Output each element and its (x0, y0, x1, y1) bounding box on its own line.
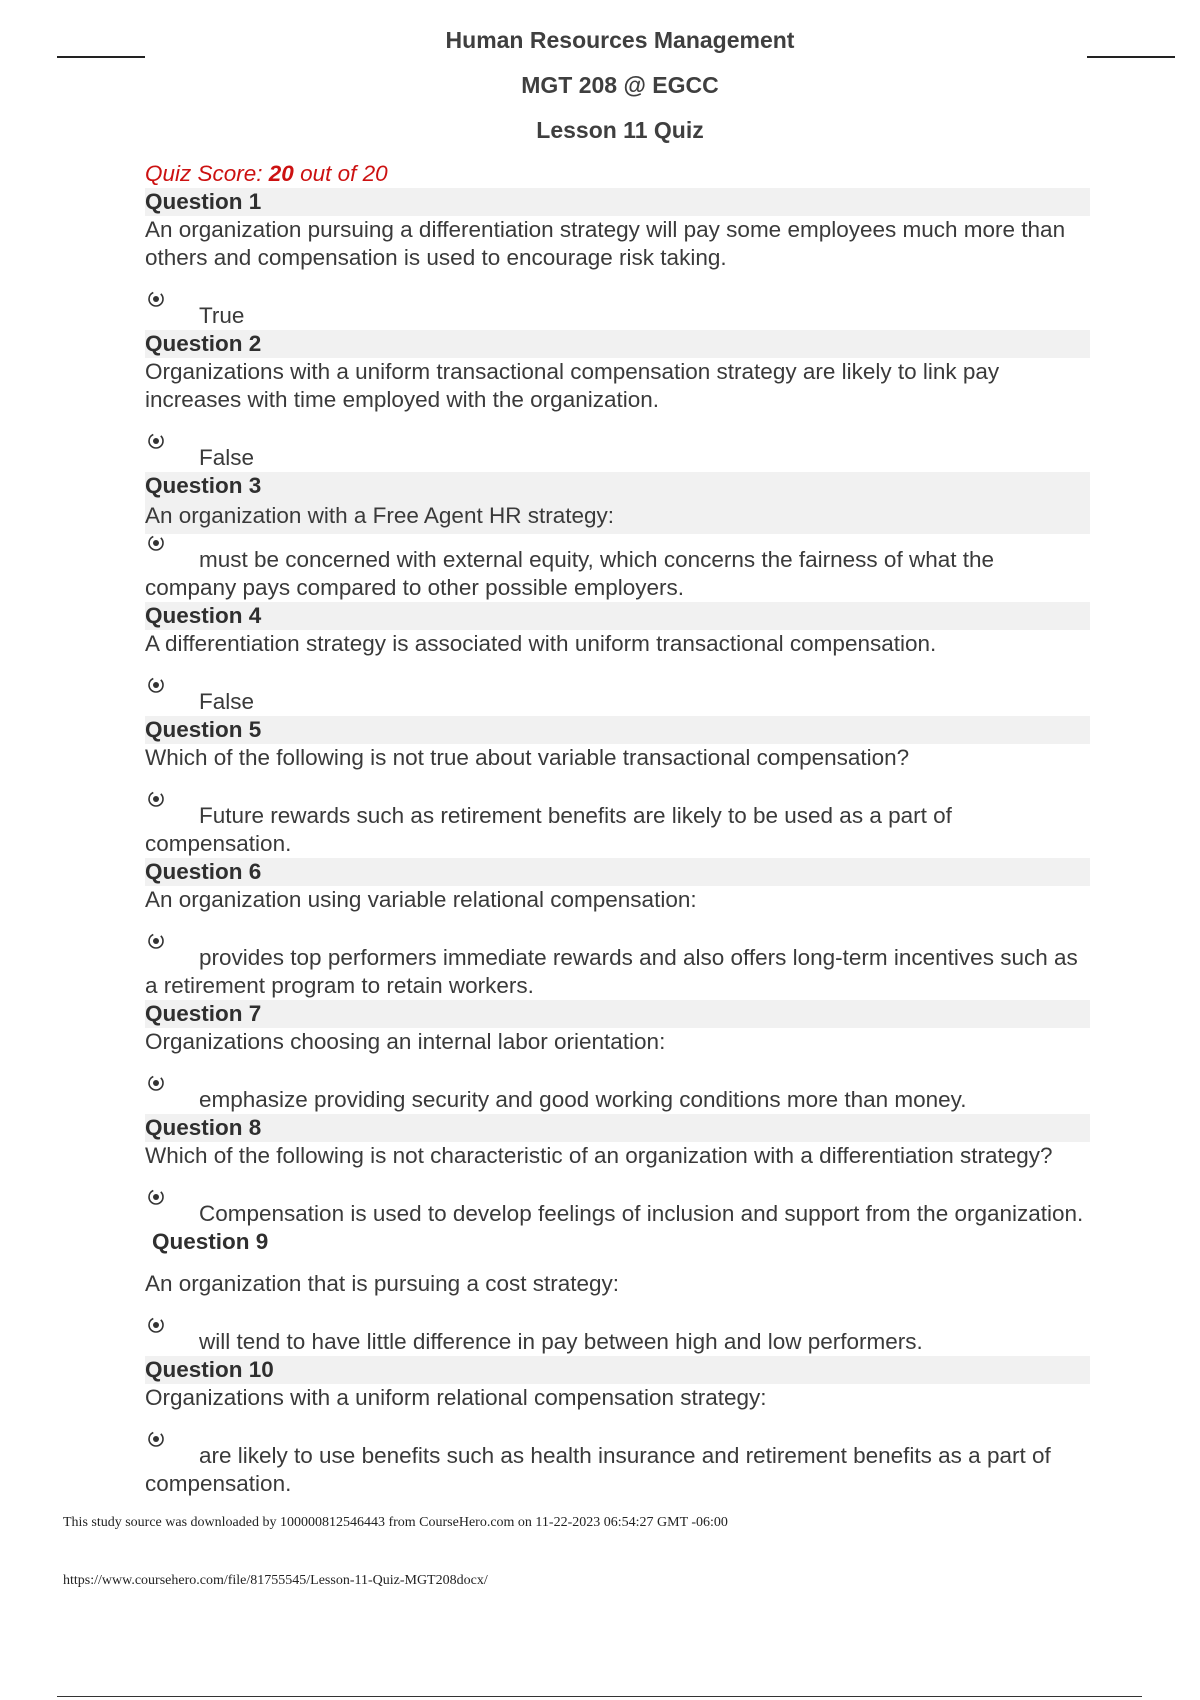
top-left-rule (57, 56, 145, 58)
question-5-text: Which of the following is not true about variable transactional compensation? (145, 745, 910, 770)
question-1-text: An organization pursuing a differentiation strategy will pay some employees much more than others and compensation is used to encourage risk taking. (145, 217, 1066, 270)
selected-radio-icon (147, 1430, 165, 1448)
question-9-label: Question 9 (152, 1229, 269, 1254)
selected-radio-icon (147, 432, 165, 450)
question-2-answer: False (145, 444, 1090, 472)
selected-radio-icon (147, 534, 165, 552)
question-3-text: An organization with a Free Agent HR strategy: (145, 500, 1090, 534)
source-url-link[interactable]: https://www.coursehero.com/file/81755545/Lesson-11-Quiz-MGT208docx/ (63, 1573, 488, 1588)
question-3-answer: must be concerned with external equity, which concerns the fairness of what the company pays compared to other possible employers. (145, 546, 1090, 602)
course-title: Human Resources Management (445, 27, 795, 53)
selected-radio-icon (147, 1316, 165, 1334)
quiz-title: Lesson 11 Quiz (536, 117, 704, 143)
question-1-answer: True (145, 302, 1090, 330)
question-8-text: Which of the following is not characteristic of an organization with a differentiation strategy? (145, 1143, 1053, 1168)
selected-radio-icon (147, 932, 165, 950)
download-note: This study source was downloaded by 100000812546443 from CourseHero.com on 11-22-2023 06:54:27 GMT -06:00 (63, 1515, 728, 1530)
selected-radio-icon (147, 1074, 165, 1092)
question-9-answer: will tend to have little difference in pay between high and low performers. (145, 1328, 1090, 1356)
question-4-answer: False (145, 688, 1090, 716)
bottom-rule (57, 1696, 1142, 1697)
question-7-answer: emphasize providing security and good working conditions more than money. (145, 1086, 1090, 1114)
question-8-label: Question 8 (145, 1114, 1090, 1142)
question-5-answer: Future rewards such as retirement benefits are likely to be used as a part of compensation. (145, 802, 1090, 858)
question-7-label: Question 7 (145, 1000, 1090, 1028)
selected-radio-icon (147, 290, 165, 308)
quiz-score: Quiz Score: 20 out of 20 (145, 161, 388, 186)
question-10-label: Question 10 (145, 1356, 1090, 1384)
question-10-text: Organizations with a uniform relational compensation strategy: (145, 1385, 767, 1410)
selected-radio-icon (147, 676, 165, 694)
question-6-text: An organization using variable relational compensation: (145, 887, 697, 912)
question-6-answer: provides top performers immediate rewards and also offers long-term incentives such as a retirement program to retain workers. (145, 944, 1090, 1000)
question-9-text: An organization that is pursuing a cost strategy: (145, 1271, 620, 1296)
question-2-text: Organizations with a uniform transactional compensation strategy are likely to link pay increases with time employed with the organization. (145, 359, 1000, 412)
question-8-answer: Compensation is used to develop feelings of inclusion and support from the organization. (145, 1200, 1090, 1228)
question-2-label: Question 2 (145, 330, 1090, 358)
selected-radio-icon (147, 790, 165, 808)
top-right-rule (1087, 56, 1175, 58)
quiz-content (145, 160, 1090, 1498)
question-6-label: Question 6 (145, 858, 1090, 886)
question-4-label: Question 4 (145, 602, 1090, 630)
quiz-score-value: 20 (268, 161, 294, 186)
selected-radio-icon (147, 1188, 165, 1206)
course-code: MGT 208 @ EGCC (521, 72, 719, 98)
question-7-text: Organizations choosing an internal labor orientation: (145, 1029, 666, 1054)
question-3-label: Question 3 (145, 472, 1090, 500)
question-10-answer: are likely to use benefits such as health insurance and retirement benefits as a part of compensation. (145, 1442, 1090, 1498)
question-1-label: Question 1 (145, 188, 1090, 216)
question-5-label: Question 5 (145, 716, 1090, 744)
question-4-text: A differentiation strategy is associated with uniform transactional compensation. (145, 631, 937, 656)
